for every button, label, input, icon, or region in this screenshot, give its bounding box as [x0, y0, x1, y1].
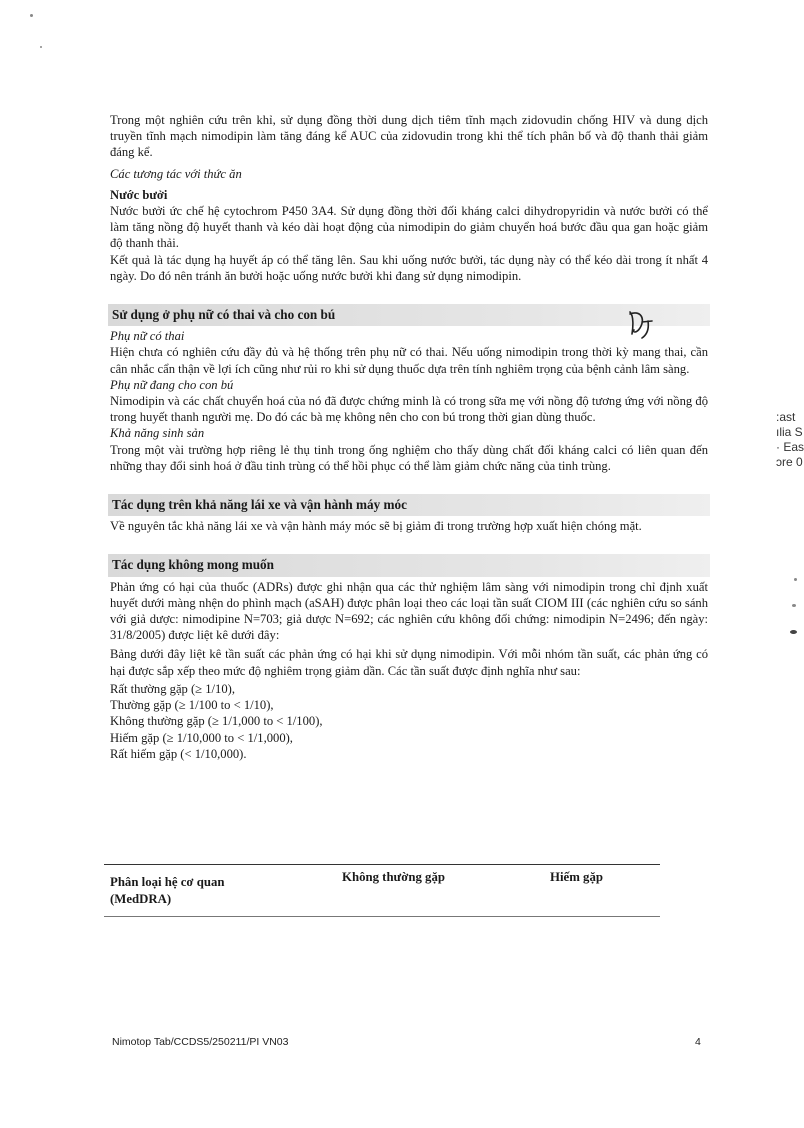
adverse-paragraph-2: Bảng dưới đây liệt kê tần suất các phản ứng có hại khi sử dụng nimodipin. Với mỗi nhóm tần suất, các phản ứng có hại được sắp xếp theo mức độ nghiêm trọng giảm dần. Các tần suất được định nghĩa như sau: — [110, 647, 708, 678]
scan-speck — [40, 46, 42, 48]
section-heading-driving: Tác dụng trên khả năng lái xe và vận hành máy móc — [108, 494, 710, 516]
grapefruit-title: Nước bưởi — [110, 187, 168, 202]
adverse-paragraph-1: Phản ứng có hại của thuốc (ADRs) được ghi nhận qua các thử nghiệm lâm sàng với nimodipin trong chỉ định xuất huyết dưới màng nhện do phình mạch (aSAH) được phân loại theo các loại tần suất CIOM III (các nghiên cứu so sánh với giả dược: nimodipine N=703; giả dược N=692; các nghiên cứu không đối chứng: nimodipin N=2496; đến ngày: 31/8/2005) được liệt kê dưới đây: — [110, 579, 708, 643]
footer-document-code: Nimotop Tab/CCDS5/250211/PI VN03 — [112, 1036, 289, 1048]
pregnancy-paragraph: Hiện chưa có nghiên cứu đầy đủ và hệ thống trên phụ nữ có thai. Nếu uống nimodipin trong thời kỳ mang thai, cần cân nhắc cẩn thận về lợi ích cũng như rủi ro khi sử dụng thuốc dựa trên tính nghiêm trọng của bệnh cảnh lâm sàng. — [110, 345, 708, 376]
scan-speck — [792, 604, 796, 607]
lactation-paragraph: Nimodipin và các chất chuyển hoá của nó đã được chứng minh là có trong sữa mẹ với nồng độ tương ứng với nồng độ trong huyết thanh người mẹ. Do đó các bà mẹ không nên cho con bú trong thời gian dùng thuốc. — [110, 394, 708, 425]
margin-fragment: ɔre 0 — [776, 455, 803, 469]
margin-fragment: :ast — [776, 410, 796, 424]
grapefruit-paragraph-2: Kết quả là tác dụng hạ huyết áp có thể tăng lên. Sau khi uống nước bưởi, tác dụng này có thể kéo dài trong ít nhất 4 ngày. Do đó nên tránh ăn bưởi hoặc uống nước bưởi khi đang sử dụng nimodipin. — [110, 252, 708, 283]
interaction-paragraph: Trong một nghiên cứu trên khỉ, sử dụng đồng thời dung dịch tiêm tĩnh mạch zidovudin chống HIV và dung dịch truyền tĩnh mạch nimodipin làm tăng đáng kể AUC của zidovudin trong khi thể tích phân bố và độ thanh thải giảm đáng kể. — [110, 113, 708, 160]
driving-paragraph: Về nguyên tắc khả năng lái xe và vận hành máy móc sẽ bị giảm đi trong trường hợp xuất hiện chóng mặt. — [110, 519, 642, 534]
column-header-organ-class — [110, 874, 224, 908]
frequency-item: Rất thường gặp (≥ 1/10), — [110, 681, 235, 696]
footer-page-number: 4 — [695, 1036, 701, 1048]
handwritten-initials — [624, 308, 658, 347]
column-header-uncommon: Không thường gặp — [342, 870, 445, 884]
frequency-item: Không thường gặp (≥ 1/1,000 to < 1/100), — [110, 714, 323, 729]
scan-speck — [794, 578, 797, 581]
column-header-organ-class-line2: (MedDRA) — [110, 892, 172, 906]
fertility-paragraph: Trong một vài trường hợp riêng lẻ thụ tinh trong ống nghiệm cho thấy dùng chất đối kháng calci có liên quan đến những thay đổi sinh hoá ở đầu tinh trùng có thể hồi phục có thể làm giảm chức năng của tinh trùng. — [110, 442, 708, 473]
margin-fragment: · Eas — [776, 440, 804, 454]
lactation-subheading: Phụ nữ đang cho con bú — [110, 377, 234, 392]
fertility-subheading: Khả năng sinh sản — [110, 426, 205, 441]
margin-fragment: ılia S — [776, 425, 803, 439]
table-top-rule — [104, 864, 660, 865]
table-bottom-rule — [104, 916, 660, 917]
adverse-reactions-table-header — [104, 864, 660, 906]
main-text — [110, 112, 708, 762]
grapefruit-paragraph-1: Nước bưởi ức chế hệ cytochrom P450 3A4. Sử dụng đồng thời đối kháng calci dihydropyridin và nước bưởi có thể làm tăng nồng độ huyết thanh và kéo dài hoạt động của nimodipin do giảm chuyển hoá bước đầu qua gan hoặc giảm độ thanh thải. — [110, 204, 708, 251]
frequency-item: Hiếm gặp (≥ 1/10,000 to < 1/1,000), — [110, 730, 293, 745]
section-heading-pregnancy: Sử dụng ở phụ nữ có thai và cho con bú — [108, 304, 710, 326]
scan-speck — [790, 630, 797, 634]
food-interaction-subheading: Các tương tác với thức ăn — [110, 166, 242, 181]
frequency-item: Rất hiếm gặp (< 1/10,000). — [110, 746, 247, 761]
section-heading-adverse-effects: Tác dụng không mong muốn — [108, 554, 710, 576]
scan-speck — [30, 14, 33, 17]
column-header-organ-class-line1: Phân loại hệ cơ quan — [110, 875, 225, 889]
column-header-rare: Hiếm gặp — [550, 870, 603, 884]
frequency-item: Thường gặp (≥ 1/100 to < 1/10), — [110, 698, 274, 713]
pregnancy-subheading: Phụ nữ có thai — [110, 329, 185, 344]
